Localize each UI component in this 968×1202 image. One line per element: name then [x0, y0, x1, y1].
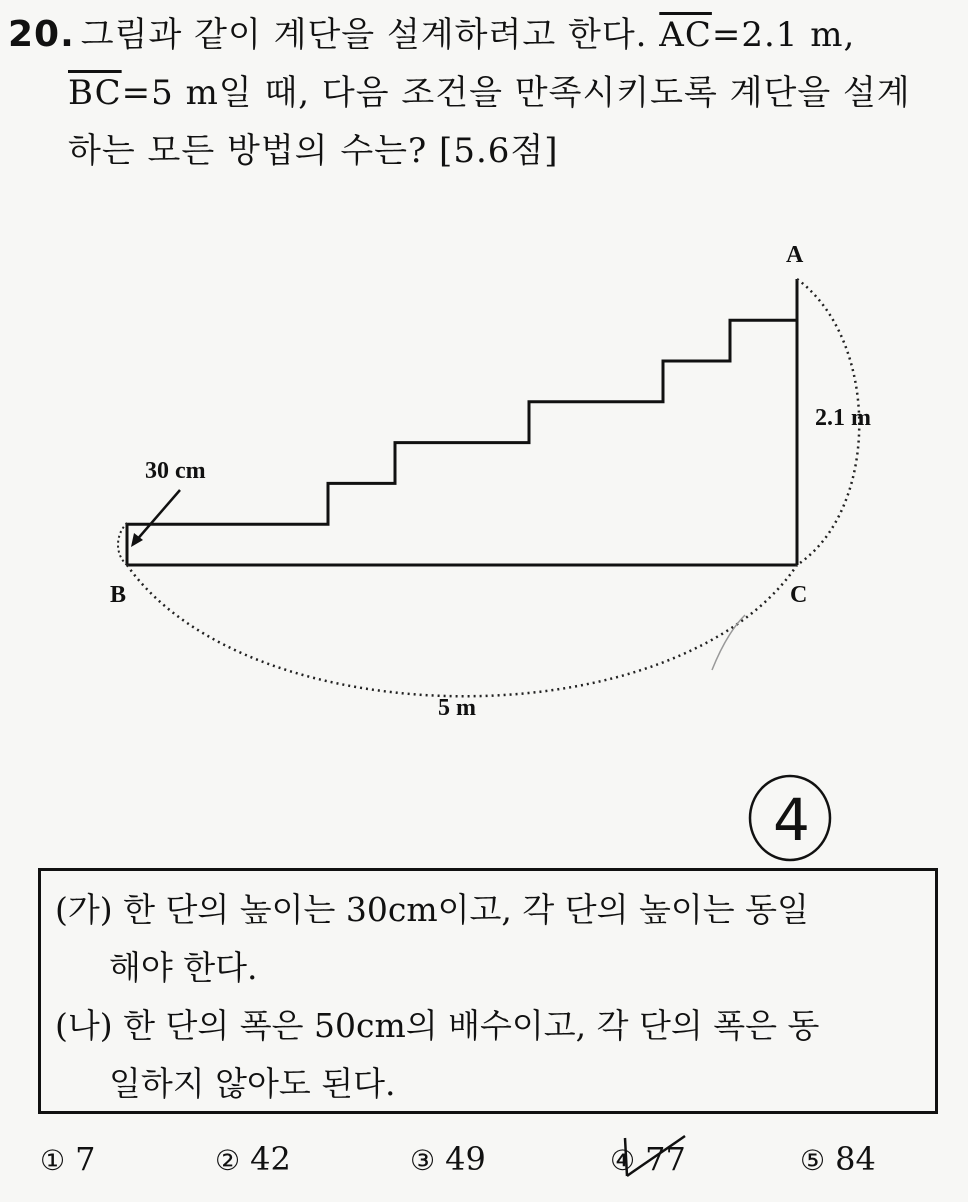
question-line1: 그림과 같이 계단을 설계하려고 한다.: [80, 15, 660, 55]
choice-5[interactable]: [800, 1140, 876, 1178]
choice-2-number: ②: [215, 1144, 241, 1177]
choice-3-number: ③: [410, 1144, 436, 1177]
conditions-box: [38, 868, 938, 1114]
choice-4-value: 77: [645, 1140, 686, 1178]
condition-na-line1: (나) 한 단의 폭은 50cm의 배수이고, 각 단의 폭은 동: [55, 1006, 820, 1045]
question-line3: 하는 모든 방법의 수는? [5.6점]: [68, 131, 559, 171]
choice-4[interactable]: [610, 1140, 686, 1178]
choice-5-value: 84: [835, 1140, 876, 1178]
choice-3[interactable]: [410, 1140, 486, 1178]
staircase-diagram: [0, 220, 968, 740]
staircase-outline: [127, 279, 797, 565]
condition-na-line2: 일하지 않아도 된다.: [109, 1064, 396, 1103]
label-c: C: [790, 582, 808, 608]
label-b: B: [110, 582, 127, 608]
choice-1[interactable]: [40, 1140, 95, 1178]
arc-bc: [127, 565, 797, 696]
pencil-mark: [712, 615, 745, 670]
choice-4-number: ④: [610, 1144, 636, 1177]
choice-2[interactable]: [215, 1140, 291, 1178]
handwritten-answer-digit: 4: [773, 786, 810, 854]
condition-ga-line1: (가) 한 단의 높이는 30cm이고, 각 단의 높이는 동일: [55, 890, 809, 929]
width-label: 5 m: [438, 695, 476, 721]
height-label: 2.1 m: [815, 405, 871, 431]
handwritten-answer-mark: [745, 772, 835, 868]
segment-bc-value: =5 m일 때, 다음 조건을 만족시키도록 계단을 설계: [121, 73, 911, 113]
label-a: A: [786, 242, 804, 268]
segment-bc-label: $\overline{BC}$: [68, 73, 122, 113]
step-height-arrow-line: [135, 490, 180, 542]
choice-1-value: 7: [75, 1140, 96, 1178]
choice-2-value: 42: [250, 1140, 291, 1178]
segment-ac-label: $\overline{AC}$: [659, 15, 712, 55]
question-text: [8, 6, 958, 180]
choice-3-value: 49: [445, 1140, 486, 1178]
step-height-label: 30 cm: [145, 458, 206, 484]
staircase-figure: [0, 220, 968, 740]
condition-na: [55, 997, 921, 1113]
segment-ac-value: =2.1 m,: [711, 15, 856, 55]
question-line2: [8, 64, 958, 122]
condition-ga-line2: 해야 한다.: [109, 948, 258, 987]
question-number: 20.: [8, 14, 75, 55]
choice-5-number: ⑤: [800, 1144, 826, 1177]
choice-1-number: ①: [40, 1144, 66, 1177]
answer-choices: [30, 1140, 950, 1190]
condition-ga: [55, 881, 921, 997]
